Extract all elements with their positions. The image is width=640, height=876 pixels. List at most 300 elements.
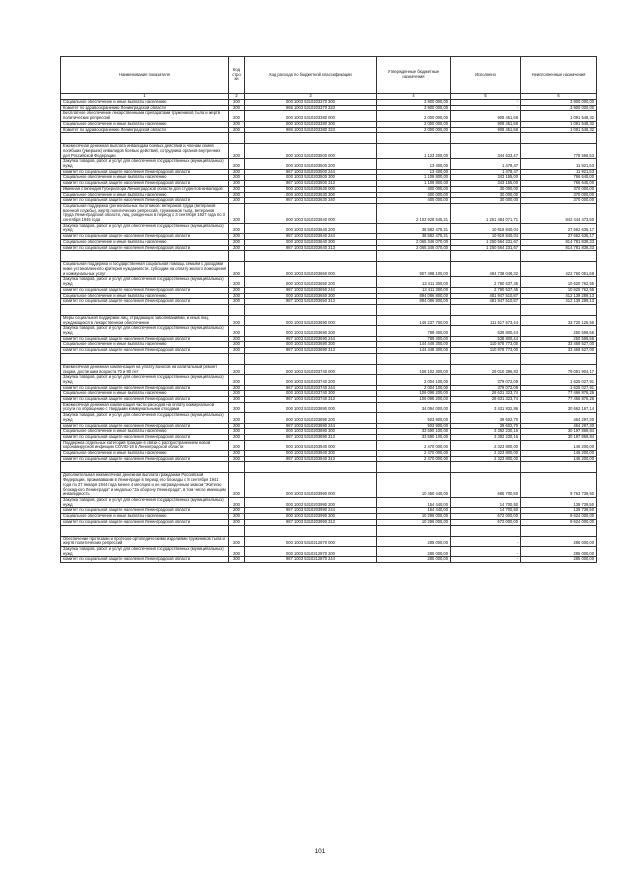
cell-indicator-name: комитет по социальной защите населения Ленинградской области (61, 557, 229, 563)
cell-approved (377, 251, 451, 262)
cell-approved: 2 065 346 070,00 (377, 239, 451, 245)
table-spacer-row (61, 304, 597, 315)
cell-indicator-name: Закупка товаров, работ и услуг для обеспечения государственных (муниципальных) нужд (61, 413, 229, 423)
cell-classification-code: 000 1003 5310203500 200 (245, 159, 377, 169)
table-row (61, 299, 597, 305)
cell-approved: 154 440,00 (377, 508, 451, 514)
cell-approved: 907 498 100,00 (377, 262, 451, 277)
table-row (61, 100, 597, 106)
cell-line-code (229, 353, 245, 364)
cell-unexecuted: 842 444 473,50 (521, 203, 597, 223)
cell-unexecuted: 3 900 000,00 (521, 105, 597, 111)
cell-approved: 3 900 000,00 (377, 100, 451, 106)
cell-unexecuted: 9 624 000,00 (521, 514, 597, 520)
cell-line-code (229, 251, 245, 262)
cell-classification-code: 000 1003 5310203940 300 (245, 451, 377, 457)
cell-indicator-name: Закупка товаров, работ и услуг для обеспечения государственных (муниципальных) нужд (61, 223, 229, 233)
cell-line-code: 200 (229, 299, 245, 305)
cell-classification-code: 987 1003 5310203500 313 (245, 181, 377, 187)
cell-line-code: 200 (229, 198, 245, 204)
cell-classification-code: 000 1003 5310203740 200 (245, 375, 377, 385)
cell-classification-code: 000 1003 5310203380 000 (245, 111, 377, 121)
column-number: 6 (521, 94, 597, 100)
cell-indicator-name: Социальное обеспечение и иные выплаты населению (61, 342, 229, 348)
cell-line-code: 200 (229, 175, 245, 181)
cell-line-code: 200 (229, 519, 245, 525)
table-header-row (61, 57, 597, 94)
cell-indicator-name: Социальное обеспечение и иные выплаты населению (61, 121, 229, 127)
cell-approved: 108 102 300,00 (377, 364, 451, 374)
cell-executed: 343 155,00 (451, 175, 521, 181)
cell-unexecuted: 370 000,00 (521, 186, 597, 192)
table-row (61, 456, 597, 462)
cell-classification-code: 000 1003 5310203890 000 (245, 402, 377, 412)
cell-line-code: 200 (229, 429, 245, 435)
cell-approved: 285 000,00 (377, 546, 451, 556)
cell-approved: 400 000,00 (377, 198, 451, 204)
cell-approved: 2 470 000,00 (377, 456, 451, 462)
header-executed: Исполнено (451, 57, 521, 94)
table-row (61, 514, 597, 520)
cell-line-code: 200 (229, 287, 245, 293)
cell-indicator-name: Закупка товаров, работ и услуг для обеспечения государственных (муниципальных) нужд (61, 498, 229, 508)
cell-approved: 400 000,00 (377, 192, 451, 198)
cell-indicator-name: Социальное обеспечение и иные выплаты населению (61, 429, 229, 435)
cell-executed: 14 700,50 (451, 508, 521, 514)
cell-executed: 14 700,50 (451, 498, 521, 508)
cell-line-code: 200 (229, 293, 245, 299)
cell-approved: 106 098 200,00 (377, 391, 451, 397)
header-unexecuted: Неисполненные назначения (521, 57, 597, 94)
cell-unexecuted: 370 000,00 (521, 198, 597, 204)
table-row (61, 277, 597, 287)
cell-classification-code: 000 1003 5310203640 000 (245, 203, 377, 223)
cell-unexecuted (521, 353, 597, 364)
cell-classification-code (245, 133, 377, 144)
cell-executed: 2 323 800,00 (451, 440, 521, 450)
cell-classification-code: 987 1003 5310203740 244 (245, 385, 377, 391)
cell-executed: - (451, 546, 521, 556)
cell-approved: 13 400,00 (377, 159, 451, 169)
cell-unexecuted: 9 624 000,00 (521, 519, 597, 525)
cell-line-code: 200 (229, 121, 245, 127)
cell-executed (451, 133, 521, 144)
cell-classification-code: 000 1003 5310203650 200 (245, 277, 377, 287)
cell-executed: - (451, 100, 521, 106)
cell-executed: 686 700,50 (451, 473, 521, 498)
cell-unexecuted: 33 469 527,00 (521, 342, 597, 348)
cell-approved (377, 353, 451, 364)
cell-unexecuted: 1 091 548,32 (521, 111, 597, 121)
cell-approved: 13 400,00 (377, 169, 451, 175)
cell-executed: 1 250 564 231,67 (451, 239, 521, 245)
cell-indicator-name: Закупка товаров, работ и услуг для обеспечения государственных (муниципальных) нужд (61, 326, 229, 336)
cell-executed: 481 947 510,87 (451, 293, 521, 299)
cell-executed: 538 800,44 (451, 326, 521, 336)
table-row (61, 336, 597, 342)
cell-indicator-name: Социальное обеспечение и иные выплаты населению (61, 192, 229, 198)
cell-line-code: 200 (229, 181, 245, 187)
table-row (61, 473, 597, 498)
cell-approved: 144 448 300,00 (377, 348, 451, 354)
cell-approved: 400 000,00 (377, 186, 451, 192)
table-row (61, 391, 597, 397)
cell-line-code: 200 (229, 364, 245, 374)
cell-approved: 503 900,00 (377, 413, 451, 423)
cell-executed: 10 919 840,04 (451, 223, 521, 233)
cell-executed (451, 462, 521, 473)
cell-line-code: 200 (229, 508, 245, 514)
cell-indicator-name: комитет по социальной защите населения Ленинградской области (61, 336, 229, 342)
table-row (61, 127, 597, 133)
cell-line-code: 200 (229, 111, 245, 121)
cell-line-code: 200 (229, 100, 245, 106)
cell-indicator-name: комитет по социальной защите населения Ленинградской области (61, 423, 229, 429)
cell-approved: 38 582 475,21 (377, 223, 451, 233)
cell-line-code: 200 (229, 423, 245, 429)
cell-line-code: 200 (229, 203, 245, 223)
cell-approved: 894 086 800,00 (377, 293, 451, 299)
column-number: 2 (229, 94, 245, 100)
cell-indicator-name: комитет по социальной защите населения Ленинградской области (61, 456, 229, 462)
cell-unexecuted: 814 781 838,33 (521, 239, 597, 245)
cell-executed: 28 631 323,74 (451, 397, 521, 403)
cell-approved: 34 094 000,00 (377, 402, 451, 412)
cell-classification-code: 000 1003 5310203990 000 (245, 473, 377, 498)
cell-executed: 908 451,68 (451, 121, 521, 127)
table-spacer-row (61, 462, 597, 473)
cell-line-code: 200 (229, 557, 245, 563)
cell-line-code: 200 (229, 391, 245, 397)
cell-indicator-name: Закупка товаров, работ и услуг для обеспечения государственных (муниципальных) нужд (61, 277, 229, 287)
cell-classification-code: 000 1003 5310203690 200 (245, 326, 377, 336)
cell-unexecuted: 27 662 635,17 (521, 234, 597, 240)
cell-executed: 672 000,00 (451, 519, 521, 525)
cell-unexecuted (521, 462, 597, 473)
cell-unexecuted: 464 297,30 (521, 423, 597, 429)
cell-approved: 3 900 000,00 (377, 105, 451, 111)
cell-unexecuted: 77 466 876,26 (521, 397, 597, 403)
cell-indicator-name: Именная стипендия Губернатора Ленинградской области для студентов-инвалидов (61, 186, 229, 192)
cell-executed (451, 525, 521, 536)
cell-executed (451, 304, 521, 315)
cell-line-code: 200 (229, 456, 245, 462)
cell-indicator-name: комитет по социальной защите населения Ленинградской области (61, 385, 229, 391)
table-row (61, 181, 597, 187)
header-line-code: Код стро ки (229, 57, 245, 94)
cell-line-code: 200 (229, 277, 245, 287)
table-row (61, 397, 597, 403)
cell-approved: 2 000 000,00 (377, 111, 451, 121)
cell-indicator-name: комитет по социальной защите населения Ленинградской области (61, 508, 229, 514)
cell-executed: 3 392 230,16 (451, 429, 521, 435)
cell-classification-code: 000 1003 5310203380 300 (245, 121, 377, 127)
cell-classification-code: 987 1003 5310203650 244 (245, 287, 377, 293)
cell-approved: 1 109 800,00 (377, 175, 451, 181)
cell-approved: 2 000 000,00 (377, 121, 451, 127)
cell-line-code: 200 (229, 546, 245, 556)
cell-indicator-name: комитет по социальной защите населения Ленинградской области (61, 181, 229, 187)
cell-indicator-name: комитет по социальной защите населения Ленинградской области (61, 234, 229, 240)
table-row (61, 434, 597, 440)
cell-indicator-name: Ежемесячная денежная выплата инвалидам боевых действий и членам семей погибших (умерших) инвалидов боевых действий, сотрудника органов внутренних дел Российской Федерации (61, 144, 229, 159)
cell-classification-code: 000 1003 5310203940 000 (245, 440, 377, 450)
cell-indicator-name: Социальное обеспечение и иные выплаты населению (61, 514, 229, 520)
cell-indicator-name: комитет по социальной защите населения Ленинградской области (61, 348, 229, 354)
cell-approved: 10 296 000,00 (377, 514, 451, 520)
cell-indicator-name: комитет по социальной защите населения Ленинградской области (61, 299, 229, 305)
cell-unexecuted: 766 645,00 (521, 181, 597, 187)
header-indicator-name: Наименование показателя (61, 57, 229, 94)
cell-approved: 10 450 440,00 (377, 473, 451, 498)
cell-indicator-name: Социальное обеспечение и иные выплаты населению (61, 239, 229, 245)
cell-classification-code (245, 462, 377, 473)
cell-executed: 343 155,00 (451, 181, 521, 187)
table-row (61, 111, 597, 121)
cell-line-code: 200 (229, 262, 245, 277)
table-row (61, 326, 597, 336)
cell-indicator-name: Социальное обеспечение и иные выплаты населению (61, 451, 229, 457)
table-row (61, 262, 597, 277)
cell-executed: 1 478,47 (451, 169, 521, 175)
cell-unexecuted: 370 000,00 (521, 192, 597, 198)
cell-indicator-name: Социальное обеспечение и иные выплаты населению (61, 391, 229, 397)
table-row (61, 375, 597, 385)
header-classification-code: Код расхода по бюджетной классификации (245, 57, 377, 94)
cell-approved: 285 000,00 (377, 557, 451, 563)
cell-executed: 379 072,09 (451, 385, 521, 391)
cell-classification-code: 000 1003 5310203740 000 (245, 364, 377, 374)
cell-indicator-name (61, 353, 229, 364)
cell-unexecuted: 778 566,53 (521, 144, 597, 159)
table-row (61, 342, 597, 348)
cell-classification-code: 000 1003 5310203630 300 (245, 192, 377, 198)
cell-approved: 1 109 800,00 (377, 181, 451, 187)
table-row (61, 315, 597, 325)
cell-classification-code: 000 1003 5310203740 300 (245, 391, 377, 397)
table-spacer-row (61, 353, 597, 364)
cell-indicator-name: комитет по социальной защите населения Ленинградской области (61, 434, 229, 440)
cell-approved: 2 470 000,00 (377, 440, 451, 450)
cell-executed: 481 947 510,87 (451, 299, 521, 305)
table-row (61, 348, 597, 354)
cell-approved: 503 900,00 (377, 423, 451, 429)
cell-approved: 2 470 000,00 (377, 451, 451, 457)
cell-unexecuted: 1 625 027,91 (521, 385, 597, 391)
cell-executed: - (451, 536, 521, 546)
table-row (61, 186, 597, 192)
cell-indicator-name: Закупка товаров, работ и услуг для обеспечения государственных (муниципальных) нужд (61, 159, 229, 169)
cell-classification-code: 987 1003 5310203640 313 (245, 245, 377, 251)
cell-unexecuted (521, 304, 597, 315)
cell-indicator-name: Закупка товаров, работ и услуг для обеспечения государственных (муниципальных) нужд (61, 375, 229, 385)
cell-classification-code: 987 1003 5310203690 313 (245, 348, 377, 354)
cell-approved: 2 065 346 070,00 (377, 245, 451, 251)
cell-classification-code: 986 1003 5310203370 323 (245, 105, 377, 111)
cell-line-code: 200 (229, 348, 245, 354)
cell-unexecuted: 30 197 869,84 (521, 429, 597, 435)
cell-executed: 344 633,47 (451, 144, 521, 159)
cell-indicator-name: комитет по социальной защите населения Ленинградской области (61, 287, 229, 293)
cell-indicator-name: Социальная поддержка и государственная социальная помощь семьям с доходами ниже установленного критерия нуждаемости, субсидии на оплату жилого помещения и коммунальных услуг (61, 262, 229, 277)
column-number: 3 (245, 94, 377, 100)
cell-unexecuted: 30 662 167,14 (521, 402, 597, 412)
table-row (61, 223, 597, 233)
cell-indicator-name: Социальное обеспечение и иные выплаты населению (61, 175, 229, 181)
cell-unexecuted: 146 200,00 (521, 456, 597, 462)
cell-line-code: 200 (229, 413, 245, 423)
cell-indicator-name (61, 251, 229, 262)
cell-classification-code: 000 1003 5310203650 300 (245, 293, 377, 299)
cell-classification-code: 000 1003 5310203690 300 (245, 342, 377, 348)
cell-executed: 2 790 537,45 (451, 277, 521, 287)
cell-executed: 1 250 564 231,67 (451, 245, 521, 251)
cell-executed: 2 323 800,00 (451, 451, 521, 457)
cell-approved (377, 462, 451, 473)
cell-unexecuted: 139 739,50 (521, 498, 597, 508)
cell-approved: 789 400,00 (377, 326, 451, 336)
cell-classification-code: 987 1003 5310203990 244 (245, 508, 377, 514)
cell-unexecuted: 1 091 548,32 (521, 121, 597, 127)
cell-line-code (229, 525, 245, 536)
cell-indicator-name: Социальное обеспечение и иные выплаты населению (61, 293, 229, 299)
cell-unexecuted: 30 197 869,84 (521, 434, 597, 440)
cell-approved (377, 304, 451, 315)
cell-executed: 1 261 484 071,71 (451, 203, 521, 223)
cell-line-code: 200 (229, 498, 245, 508)
table-row (61, 234, 597, 240)
cell-indicator-name: Меры социальной поддержки лиц, страдающих заболеваниями, и иных лиц, нуждающихся в лекарственном обеспечении (61, 315, 229, 325)
table-row (61, 440, 597, 450)
cell-line-code: 200 (229, 127, 245, 133)
cell-approved: 10 296 000,00 (377, 519, 451, 525)
cell-unexecuted: 33 720 126,56 (521, 315, 597, 325)
cell-approved: 33 590 100,00 (377, 434, 451, 440)
cell-unexecuted: 10 620 762,55 (521, 287, 597, 293)
cell-executed (451, 251, 521, 262)
cell-executed: 111 517 573,44 (451, 315, 521, 325)
cell-line-code: 200 (229, 473, 245, 498)
cell-indicator-name: Поддержка отдельных категорий граждан в связи с распространением новой коронавирусной инфекции COVID-19 в Ленинградской области (61, 440, 229, 450)
cell-line-code (229, 133, 245, 144)
cell-executed: 28 631 323,74 (451, 391, 521, 397)
table-row (61, 536, 597, 546)
cell-indicator-name: Бесплатное обеспечение лекарственными препаратами тружеников тыла и жертв политических репрессий (61, 111, 229, 121)
cell-indicator-name: Ежемесячная денежная компенсация части расходов на оплату коммунальной услуги по обращению с твердыми коммунальными отходами (61, 402, 229, 412)
cell-executed: 30 000,00 (451, 186, 521, 192)
cell-approved: 2 000 000,00 (377, 127, 451, 133)
cell-line-code: 200 (229, 440, 245, 450)
cell-line-code (229, 462, 245, 473)
cell-approved (377, 133, 451, 144)
cell-line-code (229, 304, 245, 315)
cell-line-code: 200 (229, 169, 245, 175)
cell-executed: 672 000,00 (451, 514, 521, 520)
cell-classification-code: 000 1003 5310203500 300 (245, 175, 377, 181)
cell-unexecuted: 146 200,00 (521, 440, 597, 450)
table-spacer-row (61, 525, 597, 536)
cell-executed: 908 451,68 (451, 111, 521, 121)
cell-executed: 908 451,68 (451, 127, 521, 133)
cell-indicator-name: Социальная поддержка (региональных льготников: ветеранов труда (ветеранов военной службы), жертв политических репрессий, тружеников тыла, ветеранов труда Ленинградской области, лиц, рожденных в период с 3 сентября 1927 года по 3 сентября 1945 года (61, 203, 229, 223)
cell-line-code: 200 (229, 144, 245, 159)
cell-unexecuted: 27 662 635,17 (521, 223, 597, 233)
cell-executed: - (451, 105, 521, 111)
cell-executed (451, 353, 521, 364)
cell-unexecuted: 250 599,56 (521, 326, 597, 336)
cell-executed: 484 738 048,32 (451, 262, 521, 277)
cell-line-code: 200 (229, 234, 245, 240)
cell-classification-code: 987 1003 5310203650 313 (245, 299, 377, 305)
cell-approved: 894 086 800,00 (377, 299, 451, 305)
cell-executed: - (451, 557, 521, 563)
cell-approved: 144 448 300,00 (377, 342, 451, 348)
table-row (61, 557, 597, 563)
table-row (61, 169, 597, 175)
cell-executed: 29 010 396,83 (451, 364, 521, 374)
cell-line-code: 200 (229, 192, 245, 198)
cell-unexecuted: 814 781 838,33 (521, 245, 597, 251)
table-row (61, 508, 597, 514)
cell-approved: 789 400,00 (377, 336, 451, 342)
cell-line-code: 200 (229, 159, 245, 169)
cell-classification-code: 000 1003 5310203890 300 (245, 429, 377, 435)
table-row (61, 385, 597, 391)
cell-unexecuted: 285 000,00 (521, 536, 597, 546)
table-row (61, 159, 597, 169)
column-number: 5 (451, 94, 521, 100)
cell-unexecuted: 3 900 000,00 (521, 100, 597, 106)
page-number: 101 (314, 848, 326, 855)
cell-line-code: 200 (229, 336, 245, 342)
cell-approved: 1 123 200,00 (377, 144, 451, 159)
cell-classification-code: 987 1003 5310203740 313 (245, 397, 377, 403)
cell-approved: 2 103 928 545,21 (377, 203, 451, 223)
cell-classification-code: 000 1003 5310203890 200 (245, 413, 377, 423)
table-row (61, 175, 597, 181)
header-approved: Утвержденные бюджетные назначения (377, 57, 451, 94)
cell-classification-code: 000 1003 5310203650 000 (245, 262, 377, 277)
cell-line-code: 200 (229, 385, 245, 391)
cell-indicator-name: Обеспечение протезами и протезно-ортопедическими изделиями тружеников тыла и жертв политических репрессий (61, 536, 229, 546)
table-row (61, 429, 597, 435)
cell-classification-code: 000 1003 5310203990 300 (245, 514, 377, 520)
cell-approved: 106 098 200,00 (377, 397, 451, 403)
cell-indicator-name: комитет по социальной защите населения Ленинградской области (61, 198, 229, 204)
cell-classification-code: 000 1003 5310203500 000 (245, 144, 377, 159)
cell-classification-code: 000 1003 5310212870 000 (245, 536, 377, 546)
cell-executed: 379 072,09 (451, 375, 521, 385)
cell-line-code: 200 (229, 223, 245, 233)
cell-unexecuted (521, 133, 597, 144)
cell-classification-code: 000 1003 5310203990 200 (245, 498, 377, 508)
cell-unexecuted: 285 000,00 (521, 546, 597, 556)
cell-unexecuted: 1 091 548,32 (521, 127, 597, 133)
table-row (61, 203, 597, 223)
table-row (61, 413, 597, 423)
table-row (61, 293, 597, 299)
table-spacer-row (61, 133, 597, 144)
cell-unexecuted: 11 921,53 (521, 159, 597, 169)
cell-classification-code: 986 1003 5310203380 323 (245, 127, 377, 133)
table-spacer-row (61, 251, 597, 262)
cell-indicator-name: Закупка товаров, работ и услуг для обеспечения государственных (муниципальных) нужд (61, 546, 229, 556)
table-row (61, 546, 597, 556)
table-row (61, 498, 597, 508)
cell-classification-code: 987 1003 5310212870 244 (245, 557, 377, 563)
cell-approved: 33 590 100,00 (377, 429, 451, 435)
cell-classification-code: 000 1003 5310203640 300 (245, 239, 377, 245)
